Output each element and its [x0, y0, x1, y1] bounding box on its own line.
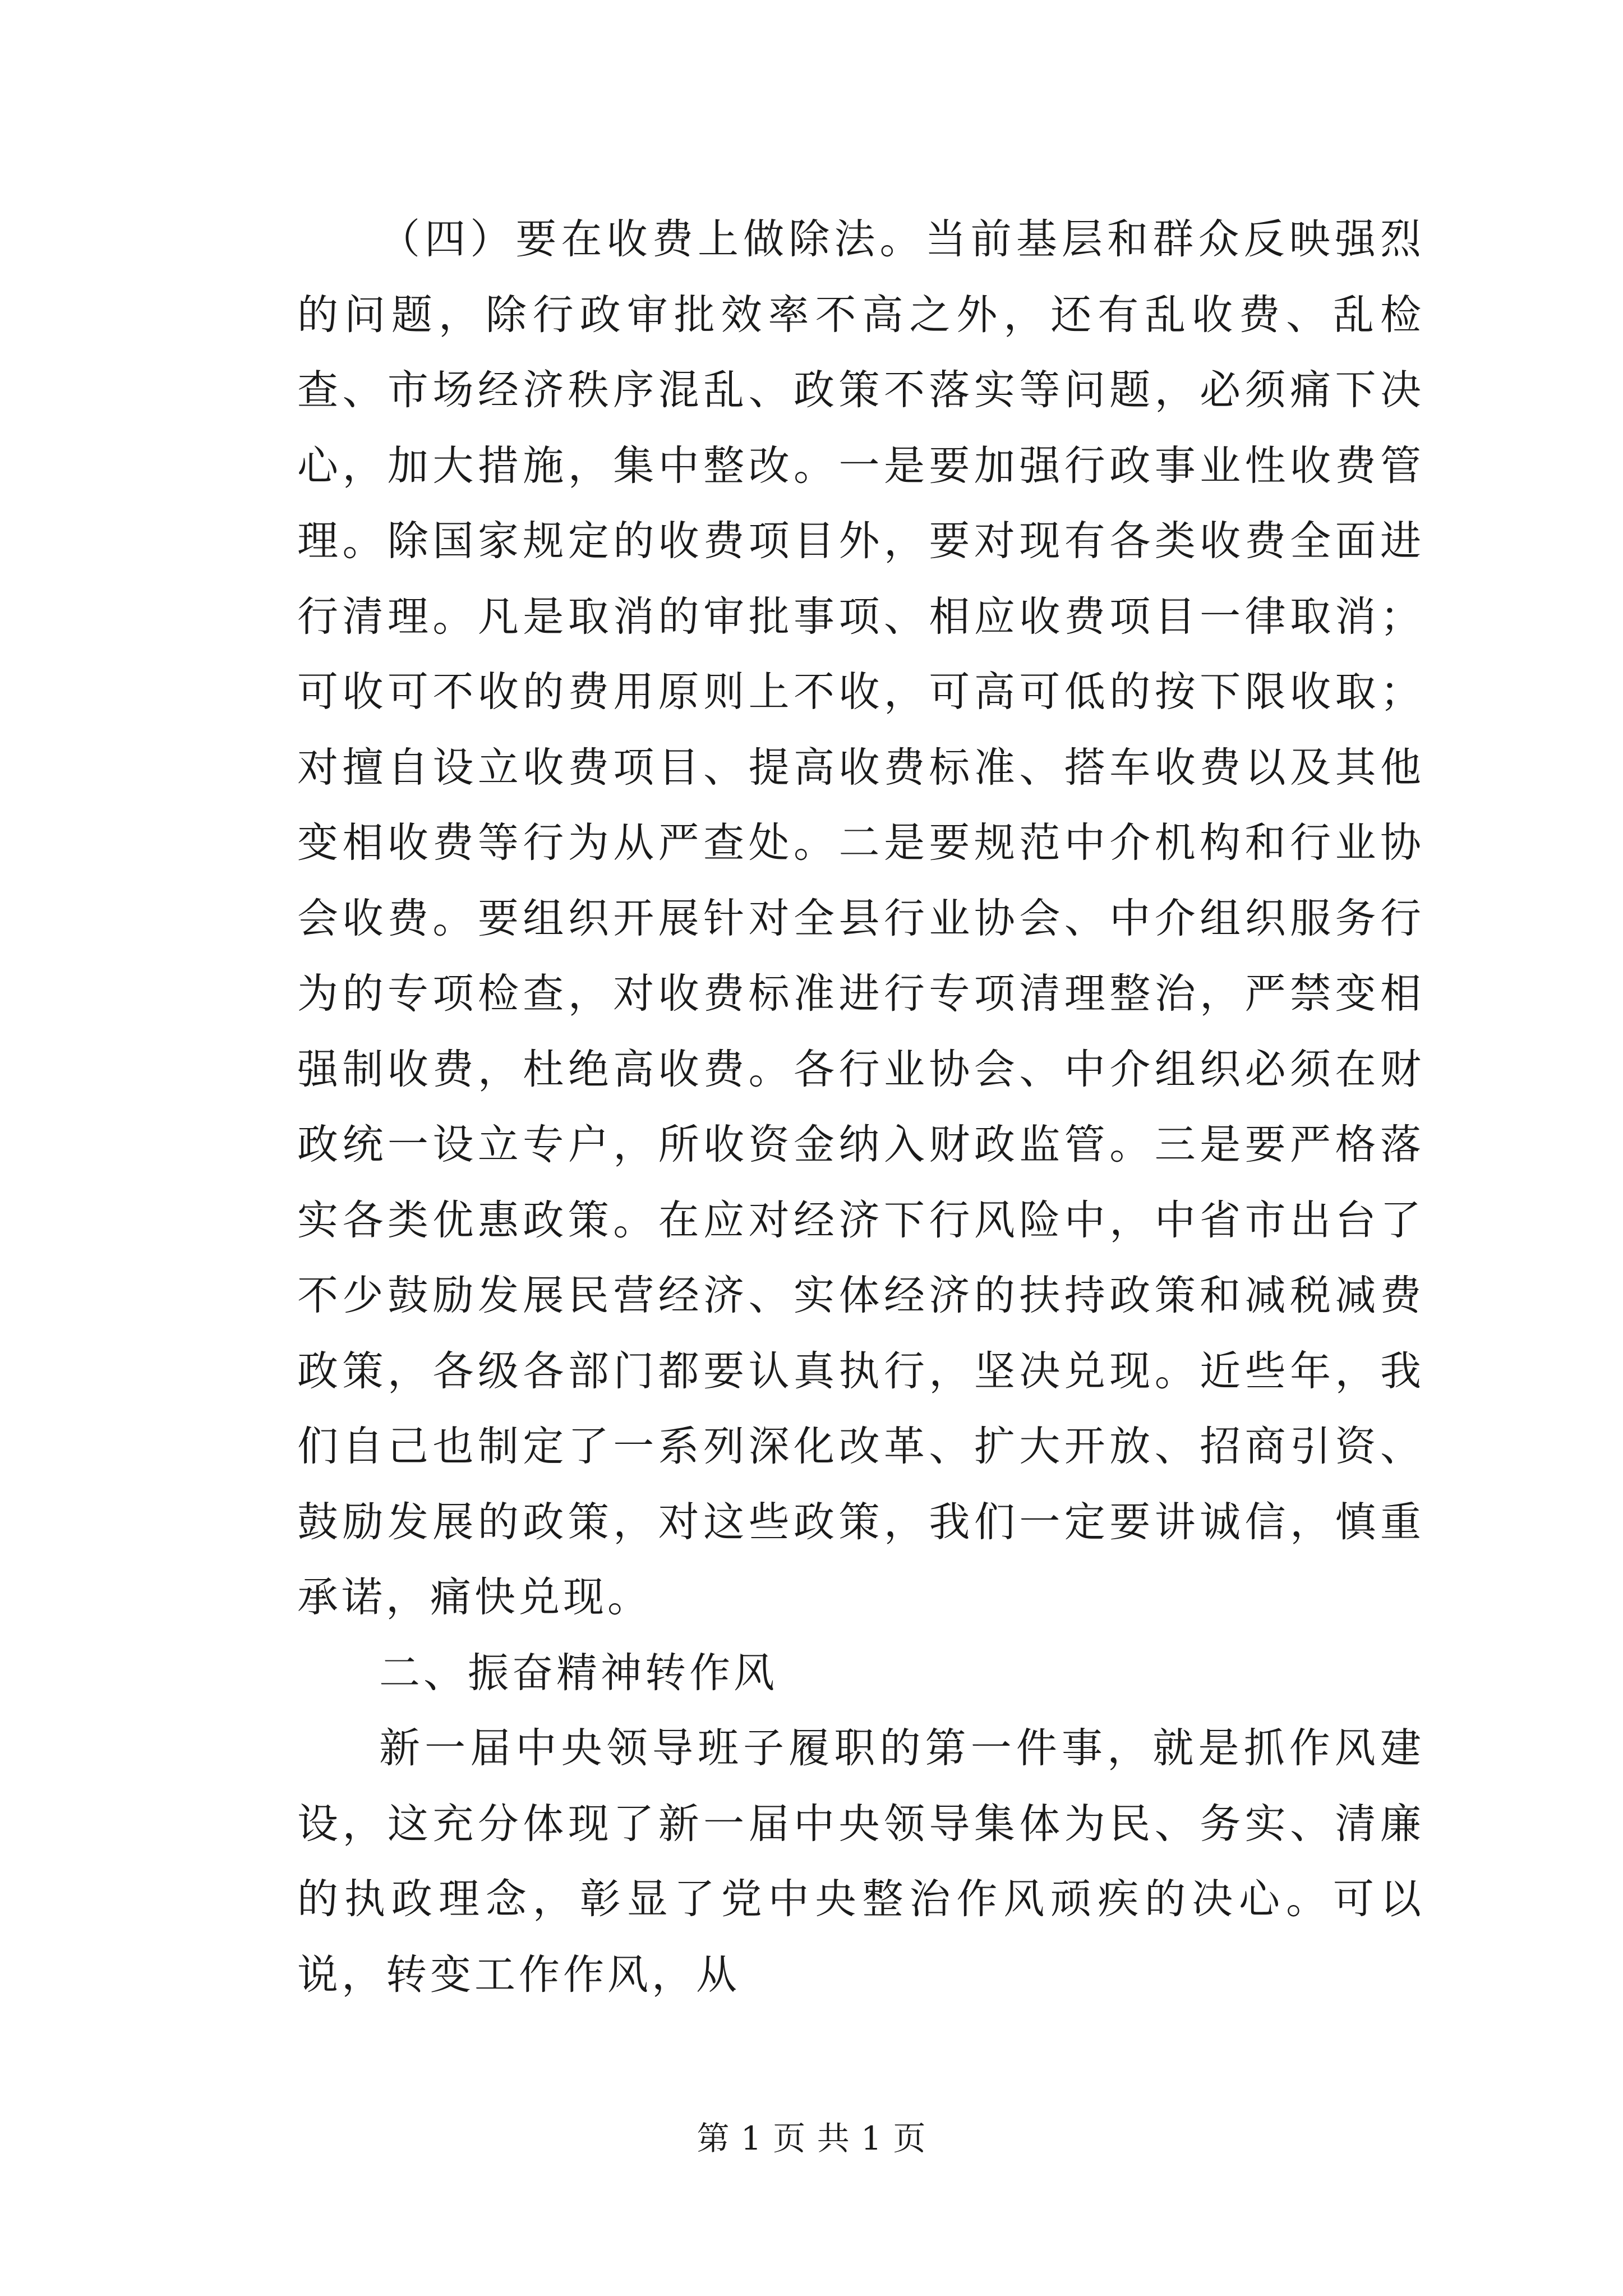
section-heading: 二、振奋精神转作风	[379, 1649, 778, 1697]
paragraph-work-style: 新一届中央领导班子履职的第一件事，就是抓作风建设，这充分体现了新一届中央领导集体为民、务实、清廉的执政理念，彰显了党中央整治作风顽疾的决心。可以说，转变工作作风，从	[297, 1724, 1424, 1999]
paragraph-fee-reform: （四）要在收费上做除法。当前基层和群众反映强烈的问题，除行政审批效率不高之外，还有乱收费、乱检查、市场经济秩序混乱、政策不落实等问题，必须痛下决心，加大措施，集中整改。一是要加强行政事业性收费管理。除国家规定的收费项目外，要对现有各类收费全面进行清理。凡是取消的审批事项、相应收费项目一律取消；可收可不收的费用原则上不收，可高可低的按下限收取；对擅自设立收费项目、提高收费标准、搭车收费以及其他变相收费等行为从严查处。二是要规范中介机构和行业协会收费。要组织开展针对全县行业协会、中介组织服务行为的专项检查，对收费标准进行专项清理整治，严禁变相强制收费，杜绝高收费。各行业协会、中介组织必须在财政统一设立专户，所收资金纳入财政监管。三是要严格落实各类优惠政策。在应对经济下行风险中，中省市出台了不少鼓励发展民营经济、实体经济的扶持政策和减税减费政策，各级各部门都要认真执行，坚决兑现。近些年，我们自己也制定了一系列深化改革、扩大开放、招商引资、鼓励发展的政策，对这些政策，我们一定要讲诚信，慎重承诺，痛快兑现。	[297, 215, 1424, 1621]
document-body	[297, 202, 1424, 2013]
page-footer: 第 1 页 共 1 页	[697, 2119, 926, 2157]
